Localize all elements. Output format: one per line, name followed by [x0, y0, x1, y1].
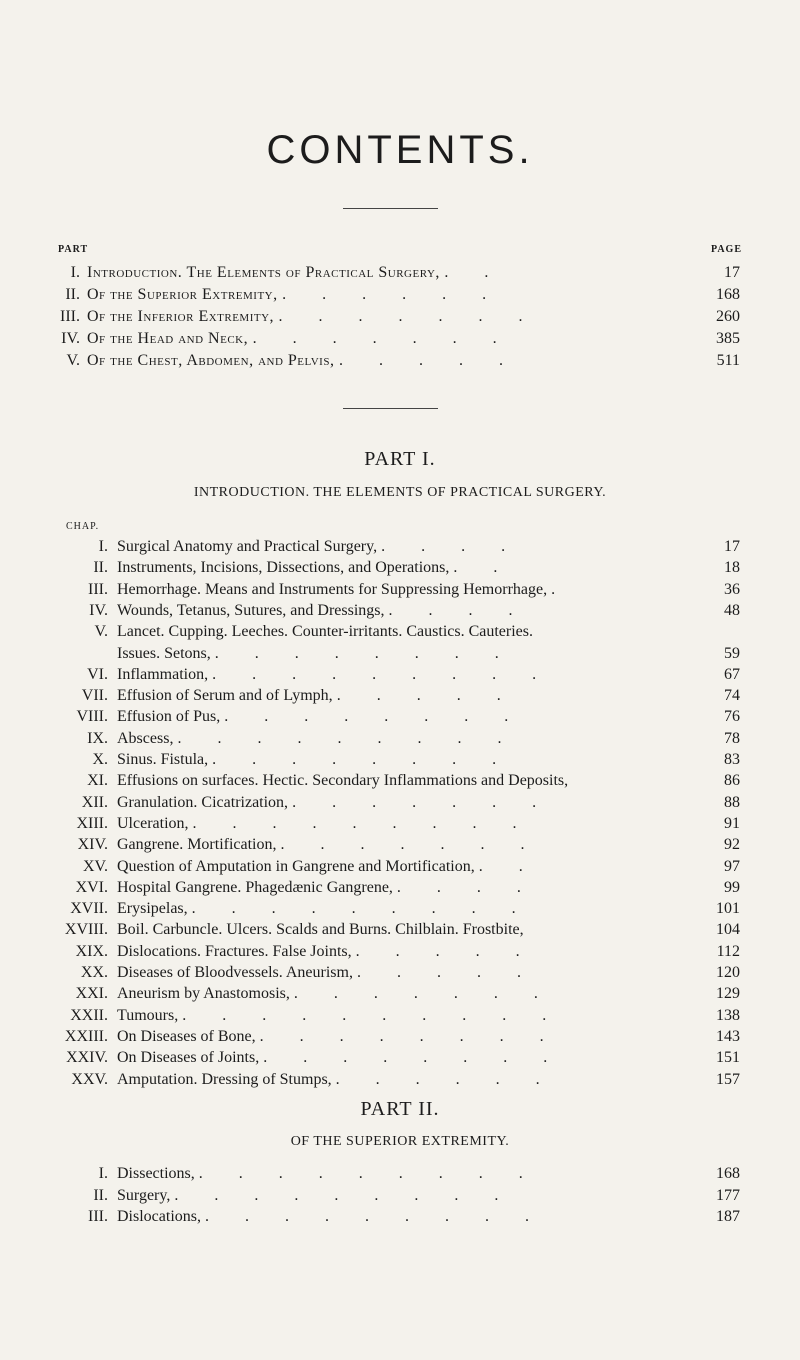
part-title: Of the Superior Extremity, . . . . . . [87, 286, 503, 303]
chapter-title: Question of Amputation in Gangrene and Mortification, . . [117, 857, 539, 875]
chapter-title: Dissections, . . . . . . . . . [117, 1165, 539, 1182]
part-title: Introduction. The Elements of Practical Surgery, . . [87, 264, 505, 281]
chapter-number: XXIII. [64, 1027, 108, 1045]
part-number: V. [66, 352, 80, 369]
chapter-title: Instruments, Incisions, Dissections, and Operations, . . [117, 559, 514, 577]
chapter-title: On Diseases of Bone, . . . . . . . . [117, 1027, 560, 1045]
part-title: Of the Head and Neck, . . . . . . . [87, 330, 513, 347]
page-number: 78 [724, 729, 740, 747]
page-number: 83 [724, 751, 740, 768]
chapter-number: XIV. [77, 836, 108, 854]
chapter-title: Wounds, Tetanus, Sutures, and Dressings, . . . . [117, 601, 529, 619]
page-number: 129 [716, 985, 740, 1003]
chapter-number: XVI. [75, 878, 108, 896]
chapter-title: Tumours, . . . . . . . . . . [117, 1006, 563, 1024]
list-item[interactable] [0, 898, 800, 920]
chapter-number: III. [88, 580, 108, 598]
page-number: 187 [716, 1208, 740, 1225]
page-number: 18 [724, 559, 740, 577]
list-item[interactable] [0, 685, 800, 707]
list-item[interactable] [0, 792, 800, 814]
chapter-number: VIII. [76, 708, 108, 726]
chapter-number: V. [94, 623, 108, 641]
list-item[interactable] [0, 983, 800, 1005]
page-number: 385 [716, 330, 740, 347]
chapter-title: Abscess, . . . . . . . . . [117, 729, 518, 747]
chapter-number: XII. [81, 793, 108, 811]
part-subtitle: INTRODUCTION. THE ELEMENTS OF PRACTICAL SURGERY. [193, 485, 607, 500]
chapter-title: Dislocations. Fractures. False Joints, . . . . . [117, 942, 536, 960]
list-item[interactable] [0, 813, 800, 835]
page-number: 112 [716, 942, 740, 960]
page-number: 74 [724, 687, 740, 705]
chapter-number: III. [88, 1208, 108, 1225]
list-item[interactable] [0, 749, 800, 771]
chapter-title: Lancet. Cupping. Leeches. Counter-irritants. Caustics. Cauteries. [117, 623, 534, 641]
chapter-number: XVII. [70, 900, 108, 918]
chapter-number: VI. [87, 665, 108, 683]
list-item[interactable] [0, 328, 800, 350]
chapter-title: Aneurism by Anastomosis, . . . . . . . [117, 985, 554, 1003]
list-item[interactable] [0, 350, 800, 372]
chapter-number: IX. [87, 729, 108, 747]
list-item[interactable] [0, 834, 800, 856]
chapter-title: Sinus. Fistula, . . . . . . . . [117, 751, 513, 768]
chapter-title: Granulation. Cicatrization, . . . . . . . [117, 793, 553, 811]
page-number: 99 [724, 878, 740, 896]
page-number: 92 [724, 836, 740, 854]
chapter-title: Effusion of Pus, . . . . . . . . [117, 708, 525, 726]
list-item[interactable] [0, 877, 800, 899]
list-item[interactable] [0, 1069, 800, 1091]
chapter-column-header: CHAP. [66, 521, 100, 532]
page-number: 48 [724, 601, 740, 619]
chapter-title: Issues. Setons, . . . . . . . . [117, 644, 515, 662]
chapter-number: XV. [82, 857, 108, 875]
chapter-number: XXII. [70, 1006, 108, 1024]
list-item[interactable] [0, 284, 800, 306]
list-item[interactable] [0, 1026, 800, 1048]
chapter-number: VII. [81, 687, 108, 705]
list-item[interactable] [0, 557, 800, 579]
list-item[interactable] [0, 728, 800, 750]
page-number: 177 [716, 1186, 740, 1204]
chapter-title: Amputation. Dressing of Stumps, . . . . . . [117, 1070, 556, 1088]
page-number: 168 [716, 1165, 740, 1182]
chapter-title: Inflammation, . . . . . . . . . [117, 665, 553, 683]
chapter-number: IV. [89, 601, 108, 619]
page-number: 101 [716, 900, 740, 918]
chapter-number: XIII. [76, 814, 108, 832]
page-number: 36 [724, 580, 740, 598]
page-number: 168 [716, 286, 740, 303]
chapter-number: XXIV. [66, 1049, 108, 1067]
divider-rule [343, 408, 438, 409]
page-number: 104 [716, 921, 740, 939]
list-item[interactable] [0, 1206, 800, 1228]
chapter-number: XX. [80, 964, 108, 981]
chapter-number: XXI. [75, 985, 108, 1003]
page-number: 67 [724, 665, 740, 683]
page-number: 86 [724, 772, 740, 790]
page-number: 157 [716, 1070, 740, 1088]
page-number: 151 [716, 1049, 740, 1067]
list-item[interactable] [0, 579, 800, 601]
chapter-title: Effusion of Serum and of Lymph, . . . . . [117, 687, 517, 705]
chapter-title: Effusions on surfaces. Hectic. Secondary Inflammations and Deposits, [117, 772, 569, 790]
page-title: CONTENTS. [266, 128, 534, 172]
chapter-number: I. [98, 1165, 108, 1182]
page-number: 97 [724, 857, 740, 875]
chapter-number: I. [98, 538, 108, 555]
part-heading: PART I. [364, 448, 436, 470]
part-title: Of the Chest, Abdomen, and Pelvis, . . . . . [87, 352, 519, 369]
chapter-title: Dislocations, . . . . . . . . . [117, 1208, 545, 1225]
list-item[interactable] [0, 600, 800, 622]
chapter-title: Boil. Carbuncle. Ulcers. Scalds and Burns. Chilblain. Frostbite, [117, 921, 524, 939]
chapter-title: Hospital Gangrene. Phagedænic Gangrene, . . . . [117, 878, 537, 896]
list-item[interactable] [0, 643, 800, 665]
page-number: 138 [716, 1006, 740, 1024]
list-item[interactable] [0, 306, 800, 328]
page-column-header: PAGE [710, 244, 742, 255]
list-item[interactable] [0, 1185, 800, 1207]
divider-rule [343, 208, 438, 209]
list-item[interactable] [0, 1163, 800, 1185]
list-item[interactable] [0, 919, 800, 941]
part-number: III. [60, 308, 80, 325]
page-number: 59 [724, 644, 740, 662]
chapter-title: On Diseases of Joints, . . . . . . . . [117, 1049, 564, 1067]
part-subtitle: OF THE SUPERIOR EXTREMITY. [290, 1134, 510, 1149]
part-heading: PART II. [360, 1098, 440, 1120]
list-item[interactable] [0, 856, 800, 878]
chapter-number: XI. [87, 772, 108, 790]
chapter-number: II. [93, 1186, 108, 1204]
list-item[interactable] [0, 962, 800, 984]
chapter-title: Hemorrhage. Means and Instruments for Suppressing Hemorrhage, . [117, 580, 572, 598]
chapter-title: Erysipelas, . . . . . . . . . [117, 900, 532, 918]
page-number: 143 [716, 1027, 740, 1045]
list-item[interactable] [0, 1005, 800, 1027]
list-item[interactable] [0, 262, 800, 284]
chapter-number: XXV. [71, 1070, 108, 1088]
chapter-number: X. [92, 751, 108, 768]
page-number: 76 [724, 708, 740, 726]
page-number: 120 [716, 964, 740, 981]
list-item[interactable] [0, 536, 800, 558]
part-title: Of the Inferior Extremity, . . . . . . . [87, 308, 539, 325]
chapter-title: Ulceration, . . . . . . . . . [117, 814, 533, 832]
part-number: I. [70, 264, 80, 281]
list-item[interactable] [0, 941, 800, 963]
page-number: 91 [724, 814, 740, 832]
part-number: IV. [61, 330, 80, 347]
chapter-number: II. [93, 559, 108, 577]
part-column-header: PART [58, 244, 89, 255]
list-item[interactable] [0, 770, 800, 792]
page-number: 88 [724, 793, 740, 811]
chapter-number: XVIII. [64, 921, 108, 939]
page-number: 260 [716, 308, 740, 325]
chapter-number: XIX. [75, 942, 108, 960]
chapter-title: Gangrene. Mortification, . . . . . . . [117, 836, 541, 854]
page-number: 17 [724, 264, 740, 281]
chapter-title: Surgery, . . . . . . . . . [117, 1186, 515, 1204]
list-item[interactable] [0, 621, 800, 643]
list-item[interactable] [0, 706, 800, 728]
page-number: 511 [716, 352, 740, 369]
list-item[interactable] [0, 1047, 800, 1069]
chapter-title: Diseases of Bloodvessels. Aneurism, . . . . . [117, 964, 537, 981]
chapter-title: Surgical Anatomy and Practical Surgery, . . . . [117, 538, 522, 555]
page-number: 17 [724, 538, 740, 555]
list-item[interactable] [0, 664, 800, 686]
part-number: II. [65, 286, 80, 303]
